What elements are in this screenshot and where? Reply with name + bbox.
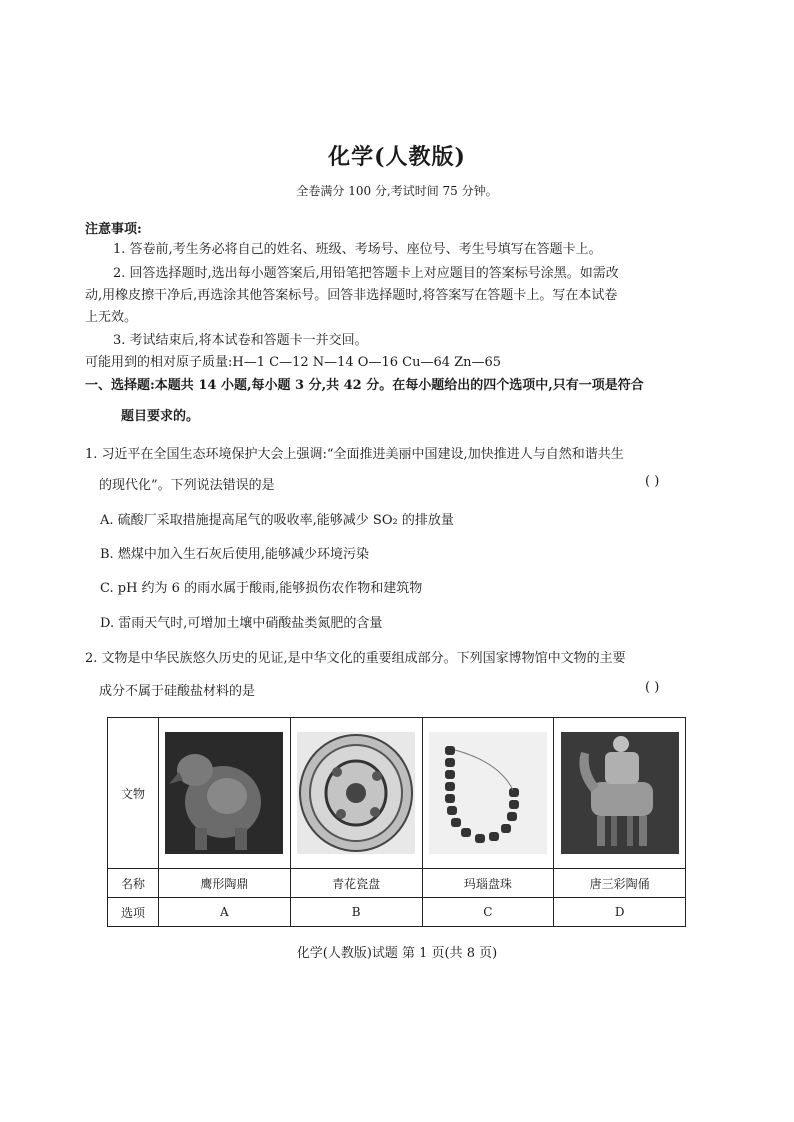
page-title: 化学(人教版): [328, 144, 466, 170]
notes-heading: 注意事项:: [85, 222, 142, 237]
page-footer: 化学(人教版)试题 第 1 页(共 8 页): [296, 946, 498, 961]
artifact-image-a: [159, 718, 291, 869]
option-letter-a: A: [159, 898, 291, 927]
porcelain-plate-icon: [297, 732, 415, 854]
artifact-image-b: [290, 718, 422, 869]
tang-sancai-camel-icon: [561, 732, 679, 854]
question-2-answer-blank: ( ): [645, 680, 660, 695]
section-heading-line-1: 一、选择题:本题共 14 小题,每小题 3 分,共 42 分。在每小题给出的四个选项中,只有一项是符合: [85, 378, 644, 393]
row-label-artifact: 文物: [108, 718, 159, 869]
option-letter-b: B: [290, 898, 422, 927]
table-row: [108, 869, 686, 898]
question-1-option-b: B. 燃煤中加入生石灰后使用,能够减少环境污染: [100, 547, 369, 562]
question-1-option-a: A. 硫酸厂采取措施提高尾气的吸收率,能够减少 SO₂ 的排放量: [100, 513, 454, 528]
table-row: [108, 898, 686, 927]
option-letter-c: C: [422, 898, 554, 927]
row-label-option: 选项: [108, 898, 159, 927]
table-row: [108, 718, 686, 869]
question-1-answer-blank: ( ): [645, 474, 660, 489]
artifact-image-d: [554, 718, 686, 869]
artifact-image-c: [422, 718, 554, 869]
note-item-2-line-2: 动,用橡皮擦干净后,再选涂其他答案标号。回答非选择题时,将答案写在答题卡上。写在本试卷: [85, 288, 618, 303]
note-item-2-line-1: 2. 回答选择题时,选出每小题答案后,用铅笔把答题卡上对应题目的答案标号涂黑。如需改: [113, 266, 619, 281]
option-letter-d: D: [554, 898, 686, 927]
note-item-1: 1. 答卷前,考生务必将自己的姓名、班级、考场号、座位号、考生号填写在答题卡上。: [113, 242, 602, 257]
question-1-option-c: C. pH 约为 6 的雨水属于酸雨,能够损伤农作物和建筑物: [100, 581, 423, 596]
artifact-table: [107, 717, 686, 927]
note-item-2-line-3: 上无效。: [85, 310, 138, 325]
artifact-name-c: 玛瑙盘珠: [422, 869, 554, 898]
note-item-3: 3. 考试结束后,将本试卷和答题卡一并交回。: [113, 333, 368, 348]
section-heading-line-2: 题目要求的。: [121, 409, 200, 424]
row-label-name: 名称: [108, 869, 159, 898]
eagle-tripod-icon: [165, 732, 283, 854]
question-1-stem-line-1: 1. 习近平在全国生态环境保护大会上强调:“全面推进美丽中国建设,加快推进人与自然和谐共生: [85, 447, 624, 462]
artifact-name-a: 鹰形陶鼎: [159, 869, 291, 898]
artifact-name-d: 唐三彩陶俑: [554, 869, 686, 898]
question-1-stem-line-2: 的现代化”。下列说法错误的是: [99, 478, 275, 493]
artifact-name-b: 青花瓷盘: [290, 869, 422, 898]
question-2-stem-line-1: 2. 文物是中华民族悠久历史的见证,是中华文化的重要组成部分。下列国家博物馆中文物的主要: [85, 651, 626, 666]
question-1-option-d: D. 雷雨天气时,可增加土壤中硝酸盐类氮肥的含量: [100, 616, 383, 631]
exam-info: 全卷满分 100 分,考试时间 75 分钟。: [296, 184, 498, 198]
atomic-mass-line: 可能用到的相对原子质量:H—1 C—12 N—14 O—16 Cu—64 Zn—65: [85, 355, 502, 370]
agate-beads-icon: [429, 732, 547, 854]
question-2-stem-line-2: 成分不属于硅酸盐材料的是: [99, 684, 256, 699]
